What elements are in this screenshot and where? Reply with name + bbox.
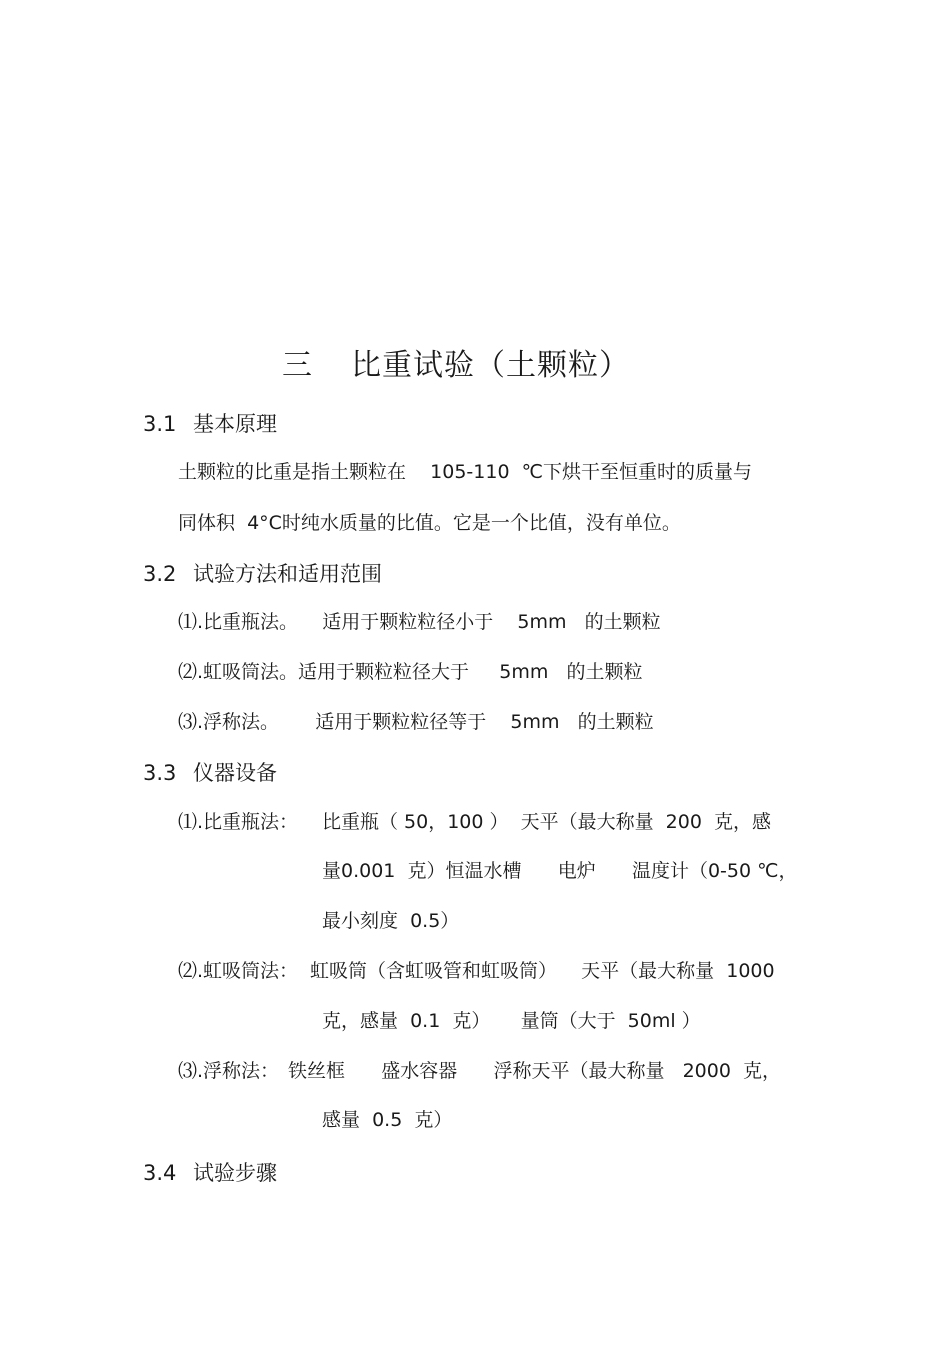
chapter-title-text: 比重试验（土颗粒） [351,348,630,383]
section-heading [143,408,277,438]
chapter-number: 三 [282,348,313,383]
section-heading [143,558,382,588]
method-item: ⑴.比重瓶法。 适用于颗粒粒径小于 5mm 的土颗粒 [178,611,661,633]
section-heading [143,757,277,787]
section-title: 仪器设备 [193,761,277,785]
section-title: 试验步骤 [193,1161,277,1185]
equipment-label: ⑵.虹吸筒法： [178,960,299,982]
section-title: 试验方法和适用范围 [193,562,382,586]
principle-line: 土颗粒的比重是指土颗粒在 105-110 ℃下烘干至恒重时的质量与 [178,461,752,483]
section-number: 3.3 [143,761,177,785]
method-item: ⑵.虹吸筒法。适用于颗粒粒径大于 5mm 的土颗粒 [178,661,643,683]
section-number: 3.4 [143,1161,177,1185]
equipment-line: 最小刻度 0.5） [322,910,460,932]
equipment-line: 克，感量 0.1 克） 量筒（大于 50ml ） [322,1010,701,1032]
section-number: 3.1 [143,412,177,436]
method-item: ⑶.浮称法。 适用于颗粒粒径等于 5mm 的土颗粒 [178,711,654,733]
section-heading [143,1157,277,1187]
equipment-line: 量0.001 克）恒温水槽 电炉 温度计（0-50 ℃， [322,860,798,882]
section-number: 3.2 [143,562,177,586]
equipment-label: ⑶.浮称法： [178,1060,280,1082]
equipment-line: 虹吸筒（含虹吸管和虹吸筒） 天平（最大称量 1000 [310,960,775,982]
equipment-line: 铁丝框 盛水容器 浮称天平（最大称量 2000 克， [288,1060,782,1082]
principle-line: 同体积 4°C时纯水质量的比值。它是一个比值，没有单位。 [178,512,681,534]
equipment-line: 比重瓶（ 50，100 ） 天平（最大称量 200 克，感 [322,811,772,833]
equipment-line: 感量 0.5 克） [322,1109,453,1131]
section-title: 基本原理 [193,412,277,436]
equipment-label: ⑴.比重瓶法： [178,811,299,833]
chapter-title [282,340,630,384]
